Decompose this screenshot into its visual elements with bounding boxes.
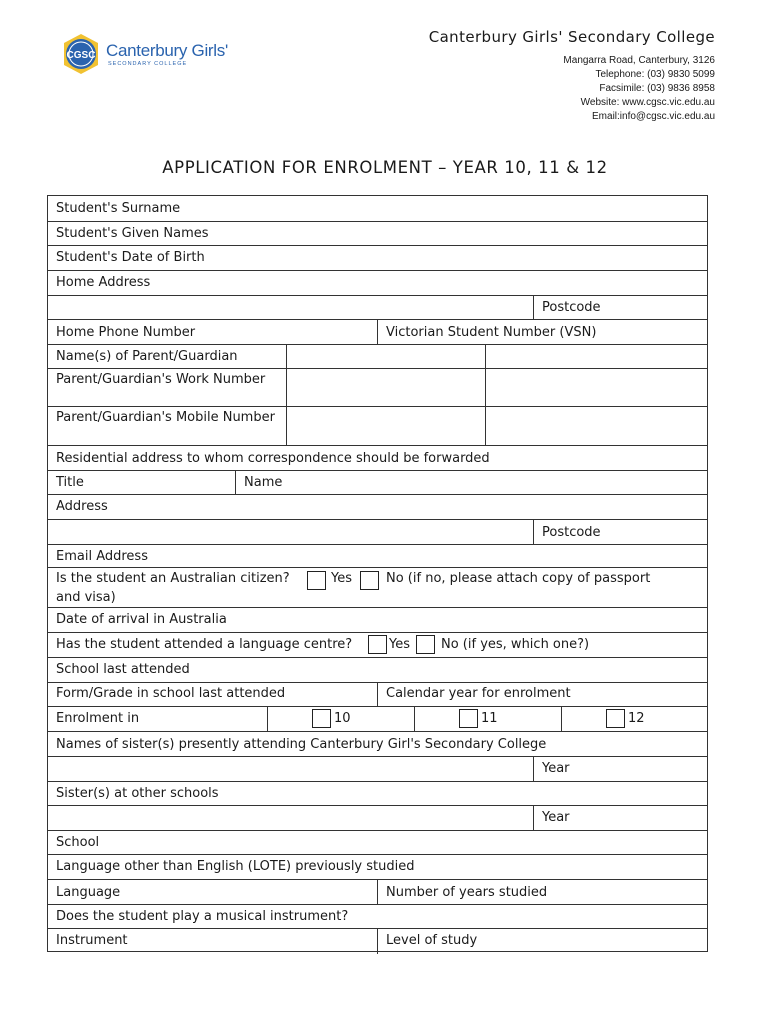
- row-parent-mobile[interactable]: [48, 406, 707, 446]
- year-label-2: Year: [542, 810, 570, 825]
- school-name: Canterbury Girls' Secondary College: [428, 28, 715, 46]
- document-title: APPLICATION FOR ENROLMENT – YEAR 10, 11 & 12: [162, 158, 608, 177]
- row-musical: [48, 904, 707, 929]
- logo-subtitle: SECONDARY COLLEGE: [108, 61, 188, 67]
- citizen-no-checkbox[interactable]: [360, 571, 379, 590]
- row-home-address-2[interactable]: [48, 295, 707, 320]
- row-school-last[interactable]: [48, 657, 707, 683]
- vsn-cell[interactable]: [377, 320, 707, 345]
- level-label: Level of study: [386, 933, 478, 948]
- row-arrival[interactable]: [48, 607, 707, 633]
- row-phone-vsn[interactable]: [48, 319, 707, 345]
- citizen-yes-label: Yes: [331, 571, 352, 586]
- school-label: School: [56, 835, 100, 850]
- row-surname[interactable]: [48, 196, 707, 221]
- musical-question: Does the student play a musical instrument?: [56, 909, 349, 924]
- parent-work-label: Parent/Guardian's Work Number: [56, 372, 266, 387]
- language-label: Language: [56, 885, 121, 900]
- postcode2-label: Postcode: [542, 525, 601, 540]
- calendar-year-cell[interactable]: [377, 683, 707, 707]
- residential-label: Residential address to whom correspondence should be forwarded: [56, 451, 490, 466]
- school-facsimile: Facsimile: (03) 9836 8958: [599, 83, 715, 94]
- year12-checkbox[interactable]: [606, 709, 625, 728]
- level-cell[interactable]: [377, 929, 707, 954]
- years-studied-label: Number of years studied: [386, 885, 548, 900]
- given-names-label: Student's Given Names: [56, 226, 209, 241]
- vsn-label: Victorian Student Number (VSN): [386, 325, 597, 340]
- lote-label: Language other than English (LOTE) previously studied: [56, 859, 415, 874]
- row-email[interactable]: [48, 544, 707, 568]
- row-residential: [48, 445, 707, 471]
- row-language-centre: [48, 632, 707, 658]
- year11-checkbox[interactable]: [459, 709, 478, 728]
- surname-label: Student's Surname: [56, 201, 181, 216]
- name-cell[interactable]: [235, 471, 707, 495]
- row-address[interactable]: [48, 494, 707, 520]
- form-grade-label: Form/Grade in school last attended: [56, 686, 286, 701]
- postcode-cell[interactable]: [533, 296, 707, 320]
- postcode2-cell[interactable]: [533, 520, 707, 545]
- sisters-cgsc-year-cell[interactable]: [533, 757, 707, 782]
- logo-monogram: CGSC: [66, 50, 96, 61]
- row-instrument[interactable]: [48, 928, 707, 954]
- language-centre-no-label: No (if yes, which one?): [441, 637, 590, 652]
- row-sisters-other: [48, 781, 707, 806]
- parent-names-label: Name(s) of Parent/Guardian: [56, 349, 238, 364]
- year10-label: 10: [334, 711, 351, 726]
- parent-mobile-label: Parent/Guardian's Mobile Number: [56, 410, 275, 425]
- language-centre-question: Has the student attended a language centre?: [56, 637, 353, 652]
- parent2-work-cell[interactable]: [485, 369, 707, 407]
- school-contact-block: [429, 28, 715, 124]
- citizen-question: Is the student an Australian citizen?: [56, 571, 290, 586]
- name-label: Name: [244, 475, 283, 490]
- sisters-other-year-cell[interactable]: [533, 806, 707, 831]
- logo-name: Canterbury Girls': [106, 41, 228, 60]
- email-label: Email Address: [56, 549, 148, 564]
- parent2-name-cell[interactable]: [485, 345, 707, 369]
- parent1-work-cell[interactable]: [286, 369, 485, 407]
- college-seal-icon: [60, 33, 102, 75]
- enrolment-form: [47, 195, 708, 952]
- arrival-label: Date of arrival in Australia: [56, 612, 227, 627]
- row-sisters-cgsc-2[interactable]: [48, 756, 707, 782]
- row-sisters-cgsc: [48, 731, 707, 757]
- row-address-2[interactable]: [48, 519, 707, 545]
- college-logo: [60, 33, 250, 73]
- citizen-no-label: No (if no, please attach copy of passport: [386, 571, 651, 586]
- postcode-label: Postcode: [542, 300, 601, 315]
- row-language[interactable]: [48, 879, 707, 905]
- year-label-1: Year: [542, 761, 570, 776]
- instrument-label: Instrument: [56, 933, 128, 948]
- row-given-names[interactable]: [48, 221, 707, 246]
- row-title-name[interactable]: [48, 470, 707, 495]
- sisters-other-label: Sister(s) at other schools: [56, 786, 219, 801]
- language-centre-no-checkbox[interactable]: [416, 635, 435, 654]
- home-address-label: Home Address: [56, 275, 151, 290]
- year10-checkbox[interactable]: [312, 709, 331, 728]
- years-studied-cell[interactable]: [377, 880, 707, 905]
- row-parent-work[interactable]: [48, 368, 707, 407]
- school-email: Email:info@cgsc.vic.edu.au: [592, 111, 715, 122]
- parent1-name-cell[interactable]: [286, 345, 485, 369]
- year11-cell: [414, 707, 561, 732]
- calendar-year-label: Calendar year for enrolment: [386, 686, 571, 701]
- row-enrolment-in: [48, 706, 707, 732]
- language-centre-yes-label: Yes: [389, 637, 410, 652]
- home-phone-label: Home Phone Number: [56, 325, 196, 340]
- row-home-address[interactable]: [48, 270, 707, 296]
- school-address: Mangarra Road, Canterbury, 3126: [563, 55, 715, 66]
- row-sisters-other-2[interactable]: [48, 805, 707, 831]
- row-form-grade[interactable]: [48, 682, 707, 707]
- row-dob[interactable]: [48, 245, 707, 271]
- school-last-label: School last attended: [56, 662, 190, 677]
- dob-label: Student's Date of Birth: [56, 250, 205, 265]
- row-lote: [48, 854, 707, 880]
- enrolment-in-label: Enrolment in: [56, 711, 140, 726]
- row-citizen: [48, 567, 707, 608]
- sisters-cgsc-label: Names of sister(s) presently attending Canterbury Girl's Secondary College: [56, 737, 547, 752]
- year10-cell: [267, 707, 414, 732]
- row-school[interactable]: [48, 830, 707, 855]
- citizen-yes-checkbox[interactable]: [307, 571, 326, 590]
- address-label: Address: [56, 499, 108, 514]
- year12-cell: [561, 707, 707, 732]
- school-telephone: Telephone: (03) 9830 5099: [595, 69, 715, 80]
- year12-label: 12: [628, 711, 645, 726]
- parent1-mobile-cell[interactable]: [286, 407, 485, 446]
- row-parent-names[interactable]: [48, 344, 707, 369]
- school-website: Website: www.cgsc.vic.edu.au: [580, 97, 715, 108]
- year11-label: 11: [481, 711, 498, 726]
- citizen-continued: and visa): [56, 590, 116, 605]
- language-centre-yes-checkbox[interactable]: [368, 635, 387, 654]
- title-label: Title: [56, 475, 84, 490]
- parent2-mobile-cell[interactable]: [485, 407, 707, 446]
